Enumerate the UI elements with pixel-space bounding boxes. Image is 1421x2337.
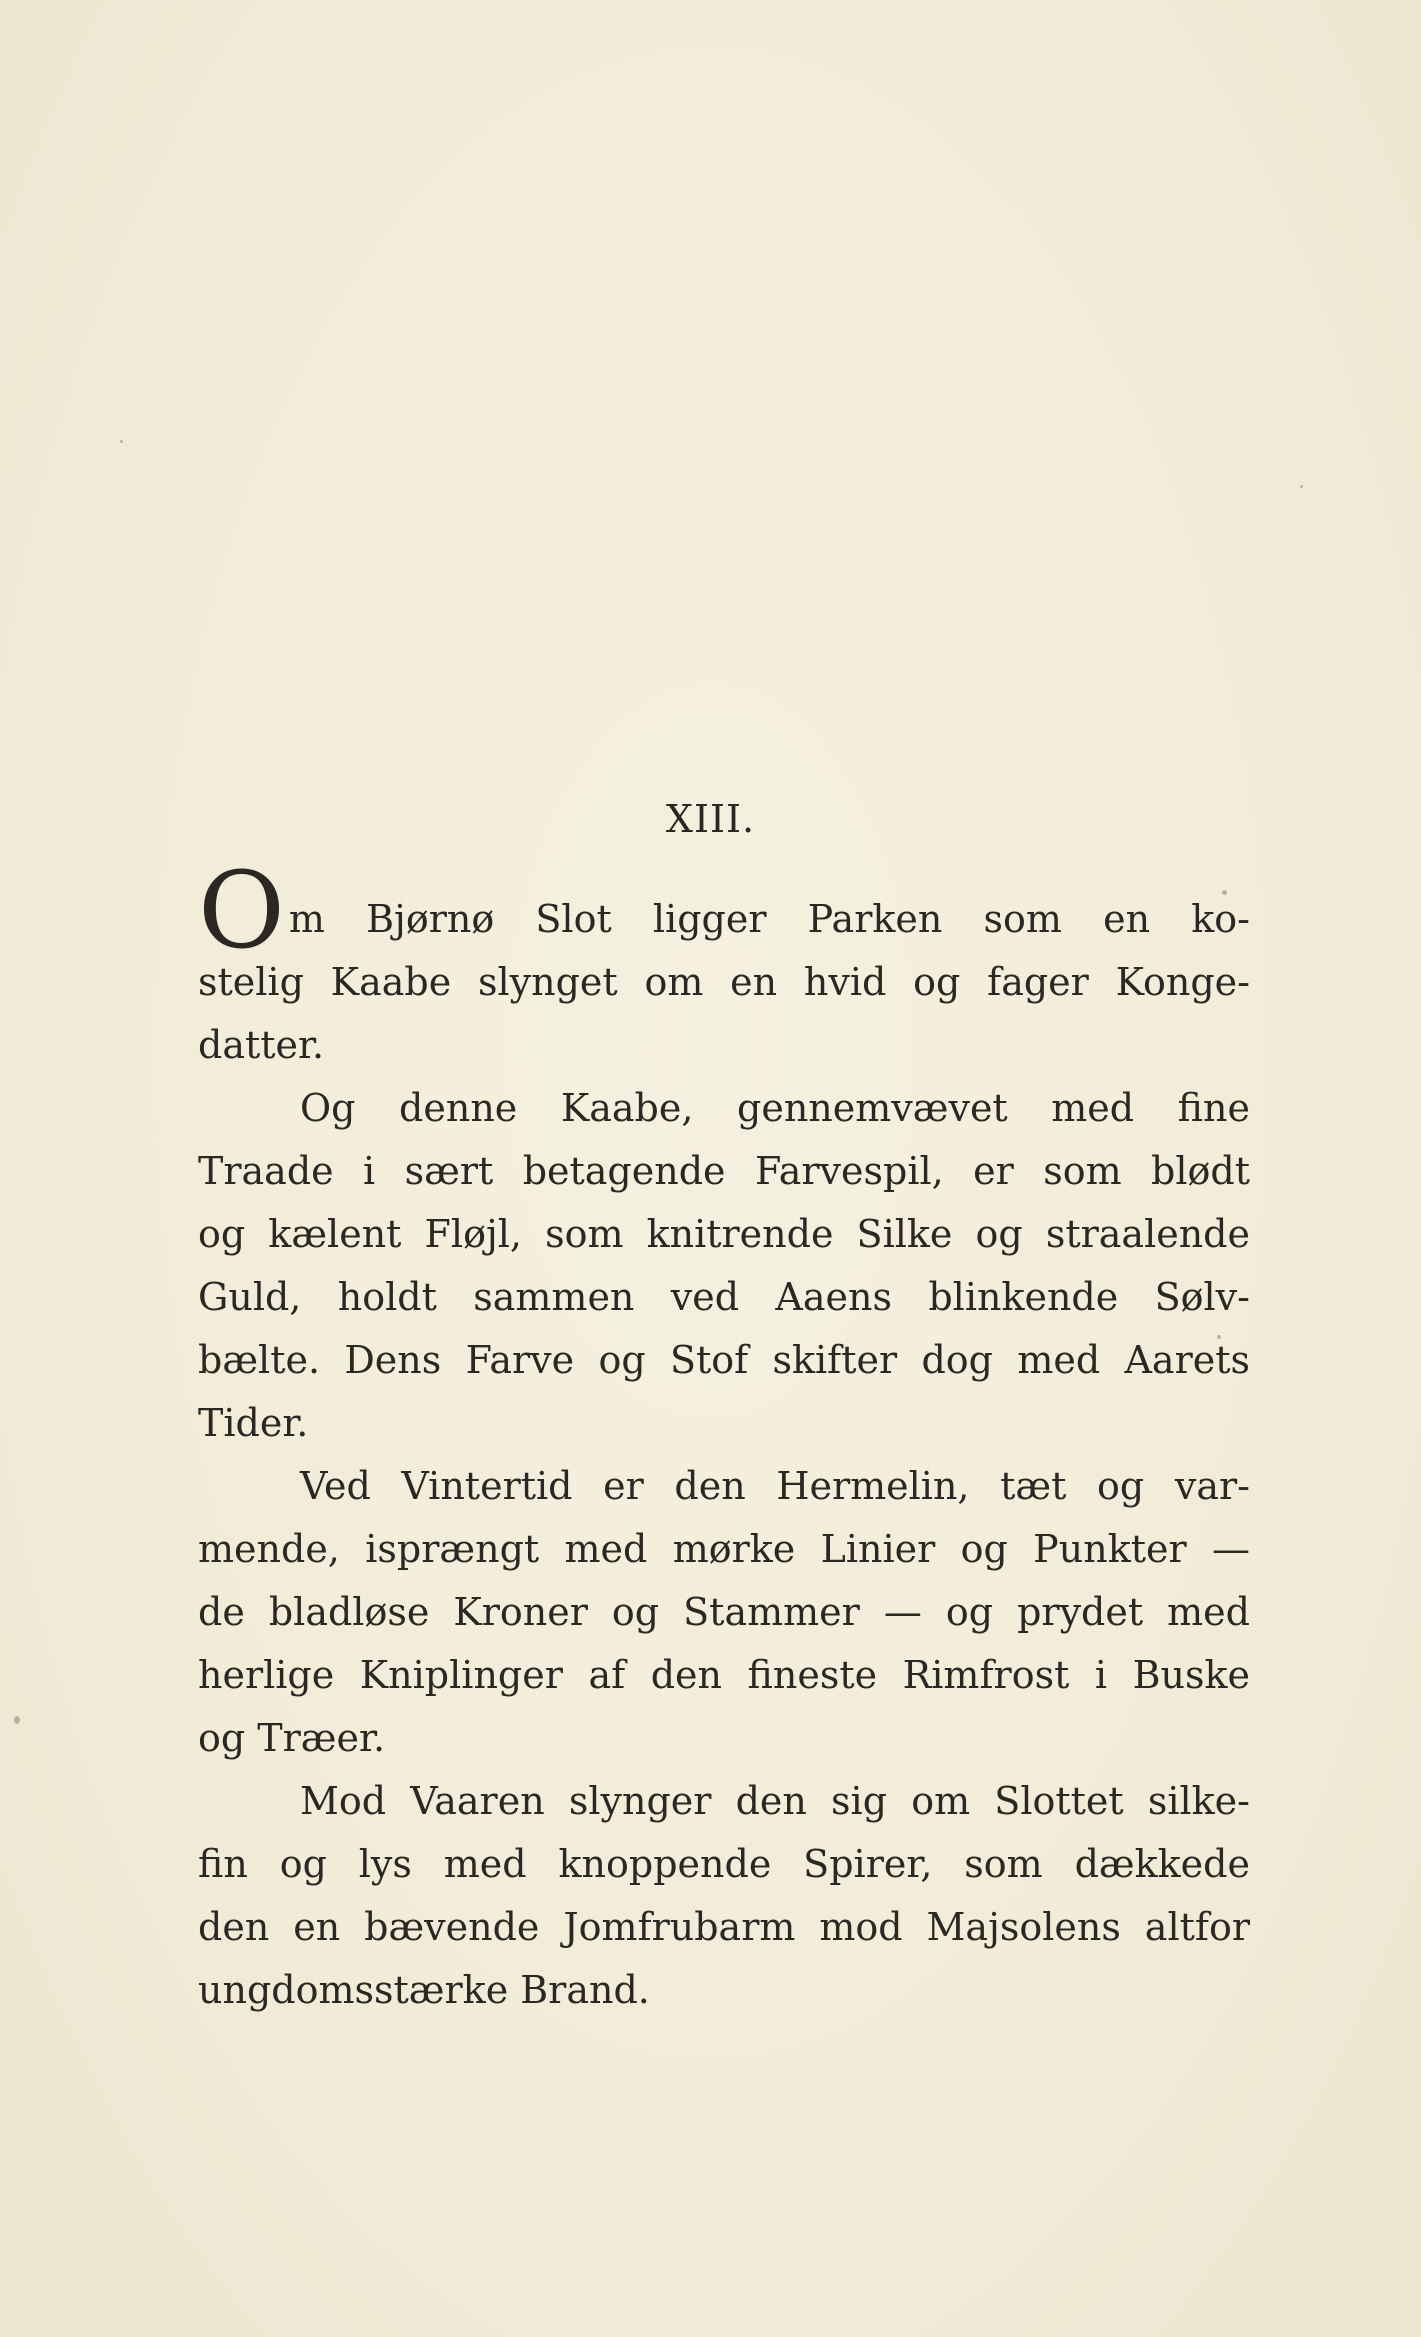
paper-speck [120,440,123,443]
chapter-heading: XIII. [665,797,756,841]
paragraph-2-line-5: bælte. Dens Farve og Stof skifter dog med Aarets [198,1338,1250,1382]
body-text [198,849,1250,2022]
paragraph-3-line-1: Ved Vintertid er den Hermelin, tæt og var- [300,1464,1250,1508]
paragraph-3-line-2: mende, isprængt med mørke Linier og Punkter — [198,1527,1250,1571]
paragraph-2-line-6: Tider. [198,1401,309,1445]
paragraph-4-line-3: den en bævende Jomfrubarm mod Majsolens altfor [198,1905,1250,1949]
paper-speck [14,1716,20,1724]
paragraph-3-line-5: og Træer. [198,1716,386,1760]
paragraph-1-line-1: m Bjørnø Slot ligger Parken som en ko- [288,897,1250,941]
paragraph-2-line-2: Traade i sært betagende Farvespil, er som blødt [198,1149,1250,1193]
paragraph-4-line-1: Mod Vaaren slynger den sig om Slottet silke- [300,1779,1250,1823]
paragraph-3-line-3: de bladløse Kroner og Stammer — og prydet med [198,1590,1250,1634]
drop-cap: O [198,849,285,972]
paragraph-2-line-4: Guld, holdt sammen ved Aaens blinkende Sølv- [198,1275,1250,1319]
paragraph-1-line-3: datter. [198,1023,325,1067]
paragraph-1-line-2: stelig Kaabe slynget om en hvid og fager Konge- [198,960,1250,1004]
paragraph-2-line-1: Og denne Kaabe, gennemvævet med fine [300,1086,1250,1130]
paper-speck [1300,485,1303,488]
paragraph-2-line-3: og kælent Fløjl, som knitrende Silke og straalende [198,1212,1250,1256]
paragraph-3-line-4: herlige Kniplinger af den fineste Rimfrost i Buske [198,1653,1250,1697]
paragraph-1-line [198,849,1250,972]
paragraph-4-line-4: ungdomsstærke Brand. [198,1968,650,2012]
paragraph-4-line-2: fin og lys med knoppende Spirer, som dækkede [198,1842,1250,1886]
